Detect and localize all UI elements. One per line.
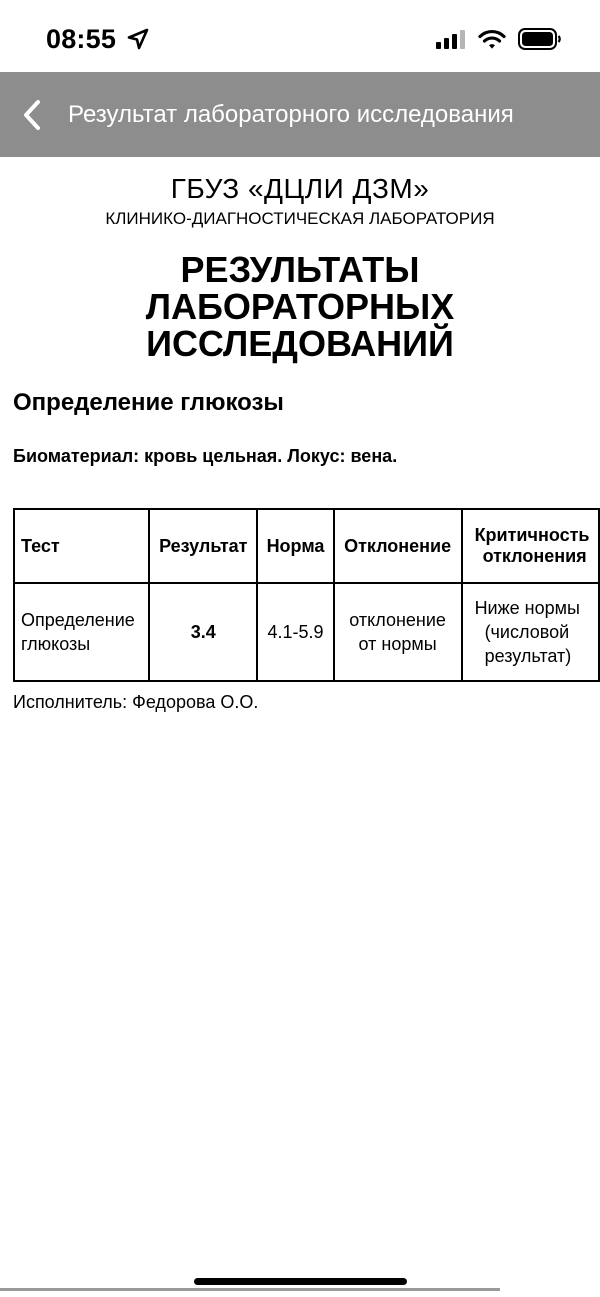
cell-result: 3.4 (149, 583, 257, 681)
header-criticality-line: Критичность (474, 525, 590, 545)
cell-deviation (334, 583, 462, 681)
cellular-signal-icon (436, 29, 466, 49)
horizontal-scrollbar[interactable] (0, 1288, 500, 1291)
cell-criticality-line: Ниже нормы (474, 598, 580, 618)
page-title: Результат лабораторного исследования (68, 101, 514, 128)
battery-icon (518, 28, 562, 50)
cell-test-line: глюкозы (21, 634, 91, 654)
document-title (0, 251, 600, 362)
status-time: 08:55 (46, 24, 117, 54)
cell-norm: 4.1-5.9 (257, 583, 333, 681)
home-indicator[interactable] (194, 1278, 407, 1285)
table-row (14, 583, 599, 681)
cell-deviation-line: отклонение (349, 610, 446, 630)
document-title-line: ИССЛЕДОВАНИЙ (146, 323, 454, 364)
header-norm: Норма (257, 509, 333, 583)
cell-criticality-line: (числовой (484, 622, 570, 642)
results-table (13, 508, 600, 682)
cell-test-line: Определение (21, 610, 135, 630)
cell-deviation-line: от нормы (358, 634, 437, 654)
status-bar (0, 0, 600, 72)
test-section-title: Определение глюкозы (13, 389, 284, 416)
cell-test (14, 583, 149, 681)
table-header-row (14, 509, 599, 583)
header-result: Результат (149, 509, 257, 583)
biomaterial-info: Биоматериал: кровь цельная. Локус: вена. (13, 446, 398, 466)
header-criticality-line: отклонения (482, 546, 587, 566)
back-chevron-icon[interactable] (18, 98, 48, 132)
document-title-line: ЛАБОРАТОРНЫХ (145, 286, 455, 327)
cell-criticality (462, 583, 599, 681)
status-indicators (436, 28, 562, 50)
organization-name: ГБУЗ «ДЦЛИ ДЗМ» (170, 173, 430, 204)
organization-subtitle: КЛИНИКО-ДИАГНОСТИЧЕСКАЯ ЛАБОРАТОРИЯ (105, 209, 495, 228)
header-deviation: Отклонение (334, 509, 462, 583)
wifi-icon (478, 29, 506, 50)
navigation-bar (0, 72, 600, 157)
header-criticality (462, 509, 599, 583)
header-test: Тест (14, 509, 149, 583)
location-arrow-icon (127, 28, 149, 50)
executor-info: Исполнитель: Федорова О.О. (13, 692, 259, 712)
document-title-line: РЕЗУЛЬТАТЫ (180, 249, 420, 290)
cell-criticality-line: результат) (484, 646, 572, 666)
